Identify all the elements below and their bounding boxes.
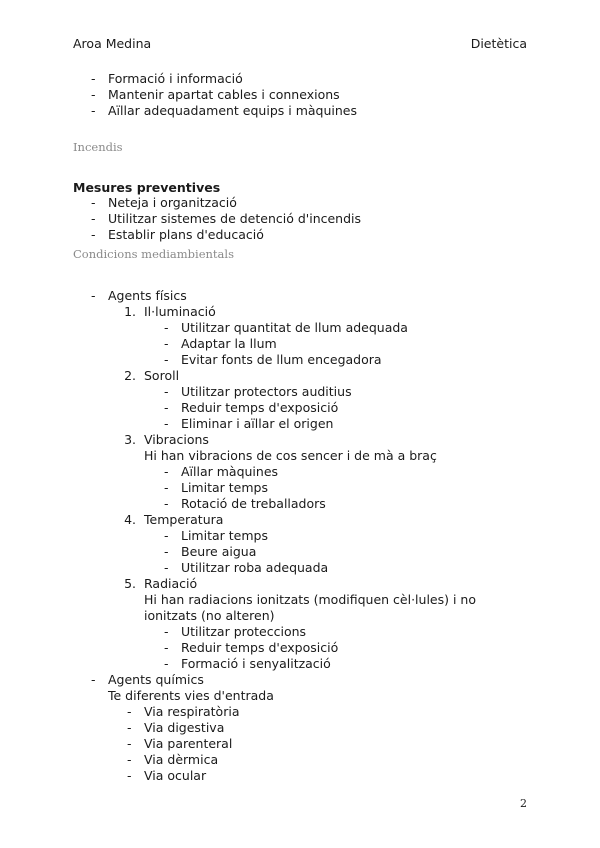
list-number: 1. — [124, 304, 136, 319]
list-item-text: Limitar temps — [181, 528, 268, 543]
list-item: - Aïllar adequadament equips i màquines — [91, 103, 357, 118]
list-item: - Limitar temps — [164, 480, 268, 495]
list-item: - Utilitzar proteccions — [164, 624, 307, 639]
numbered-item — [124, 512, 224, 528]
list-item: - Reduir temps d'exposició — [164, 640, 339, 655]
note-text — [144, 608, 275, 624]
list-item-text: Via ocular — [144, 768, 207, 783]
list-item: - Aïllar màquines — [164, 464, 279, 479]
list-item: - Via dèrmica — [127, 752, 219, 767]
list-item-text: Reduir temps d'exposició — [181, 640, 339, 655]
list-number: 5. — [124, 576, 136, 591]
list-item: - Neteja i organització — [91, 195, 237, 210]
list-item: - Utilitzar quantitat de llum adequada — [164, 320, 408, 335]
list-item-text: Utilitzar protectors auditius — [181, 384, 352, 399]
numbered-item — [124, 304, 216, 320]
list-item: - Establir plans d'educació — [91, 227, 264, 242]
list-item-text: Adaptar la llum — [181, 336, 277, 351]
list-item-text: Utilitzar roba adequada — [181, 560, 329, 575]
list-item-text: Agents químics — [108, 672, 204, 687]
page-number: 2 — [520, 797, 527, 810]
numbered-item — [124, 368, 180, 384]
list-item-agents-quimics: - Agents químics — [91, 672, 204, 687]
list-item-text: Utilitzar sistemes de detenció d'incendis — [108, 211, 362, 226]
list-item-text: Hi han vibracions de cos sencer i de mà a braç — [144, 448, 437, 463]
list-item-text: Soroll — [144, 368, 180, 383]
list-item-text: Eliminar i aïllar el origen — [181, 416, 334, 431]
list-item-text: Hi han radiacions ionitzats (modifiquen cèl·lules) i no — [144, 592, 476, 607]
list-item: - Formació i senyalització — [164, 656, 331, 671]
list-item-text: Reduir temps d'exposició — [181, 400, 339, 415]
note-text — [144, 592, 476, 608]
list-item: - Via parenteral — [127, 736, 233, 751]
list-item-text: Via digestiva — [144, 720, 225, 735]
list-item-text: Via respiratòria — [144, 704, 240, 719]
list-item: - Beure aigua — [164, 544, 257, 559]
section-title-condicions: Condicions mediambientals — [73, 247, 234, 261]
list-item: - Utilitzar protectors auditius — [164, 384, 352, 399]
list-item-text: Aïllar màquines — [181, 464, 279, 479]
list-item: - Via ocular — [127, 768, 207, 783]
numbered-item — [124, 576, 198, 592]
list-item-text: Vibracions — [144, 432, 209, 447]
header-author: Aroa Medina — [73, 36, 152, 51]
list-item-text: Establir plans d'educació — [108, 227, 264, 242]
list-item-text: Temperatura — [144, 512, 224, 527]
list-item: - Utilitzar sistemes de detenció d'incendis — [91, 211, 362, 226]
list-item-text: Il·luminació — [144, 304, 216, 319]
list-item: - Via respiratòria — [127, 704, 240, 719]
list-item-text: Neteja i organització — [108, 195, 237, 210]
list-item-text: Via dèrmica — [144, 752, 219, 767]
list-item: - Via digestiva — [127, 720, 225, 735]
list-item-text: ionitzats (no alteren) — [144, 608, 275, 623]
list-item-text: Utilitzar proteccions — [181, 624, 307, 639]
header-subject: Dietètica — [470, 36, 527, 51]
subheading-mesures-preventives: Mesures preventives — [73, 180, 221, 195]
list-item-text: Formació i informació — [108, 71, 243, 86]
list-item-text: Limitar temps — [181, 480, 268, 495]
list-item: - Adaptar la llum — [164, 336, 277, 351]
list-item-text: Radiació — [144, 576, 198, 591]
list-item: - Utilitzar roba adequada — [164, 560, 329, 575]
note-text — [144, 448, 437, 464]
list-number: 2. — [124, 368, 136, 383]
list-item-agents-fisics: - Agents físics — [91, 288, 187, 303]
list-item: - Mantenir apartat cables i connexions — [91, 87, 340, 102]
note-text — [108, 688, 274, 704]
list-item: - Formació i informació — [91, 71, 243, 86]
list-item-text: Rotació de treballadors — [181, 496, 326, 511]
list-item-text: Evitar fonts de llum encegadora — [181, 352, 382, 367]
numbered-item — [124, 432, 209, 448]
list-item-text: Aïllar adequadament equips i màquines — [108, 103, 357, 118]
list-item: - Eliminar i aïllar el origen — [164, 416, 334, 431]
list-item: - Evitar fonts de llum encegadora — [164, 352, 382, 367]
list-item: - Rotació de treballadors — [164, 496, 326, 511]
list-item-text: Te diferents vies d'entrada — [108, 688, 274, 703]
list-item-text: Utilitzar quantitat de llum adequada — [181, 320, 408, 335]
list-item-text: Via parenteral — [144, 736, 233, 751]
list-number: 4. — [124, 512, 136, 527]
list-item-text: Agents físics — [108, 288, 187, 303]
list-item: - Reduir temps d'exposició — [164, 400, 339, 415]
list-item: - Limitar temps — [164, 528, 268, 543]
section-title-incendis: Incendis — [73, 140, 123, 154]
list-item-text: Formació i senyalització — [181, 656, 331, 671]
list-item-text: Beure aigua — [181, 544, 257, 559]
list-number: 3. — [124, 432, 136, 447]
list-item-text: Mantenir apartat cables i connexions — [108, 87, 340, 102]
